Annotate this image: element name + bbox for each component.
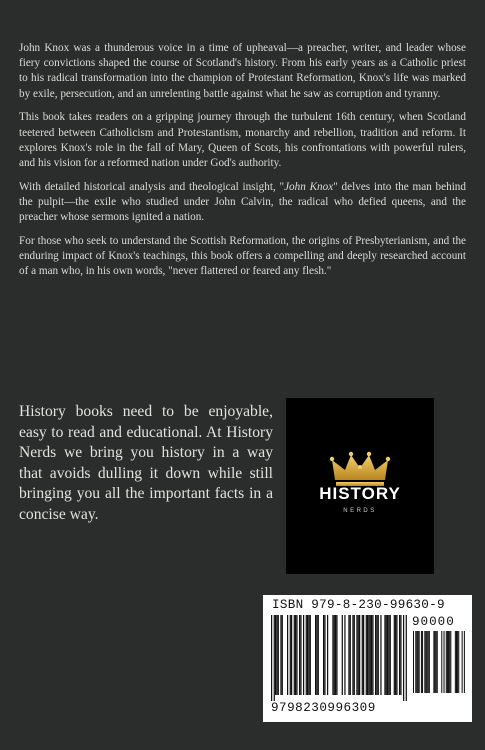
barcode-bar <box>421 631 422 693</box>
barcode-bar <box>275 615 276 695</box>
barcode-bar <box>441 631 442 693</box>
barcode-bar <box>436 631 437 693</box>
blurb-paragraph-4: For those who seek to understand the Scottish Reformation, the origins of Presbyterianism, and the enduring impact of Knox's teachings, this book offers a compelling and deeply researched account of a man who, in his own words, "never flattered or feared any flesh." <box>19 235 466 278</box>
blurb-p3-after: " delves into the man behind the pulpit—the exile who studied under John Calvin, the radical who defied queens, and the preacher whose sermons ignited a nation. <box>19 180 466 224</box>
addon-code: 90000 <box>412 615 455 629</box>
barcode-bar <box>457 631 458 693</box>
barcode-bar <box>316 615 317 695</box>
barcode-bar <box>278 615 279 695</box>
barcode-bar <box>303 615 304 695</box>
barcode-bar <box>434 631 435 693</box>
barcode-bar <box>416 631 417 693</box>
barcode-bar <box>344 615 345 695</box>
barcode-bar <box>428 631 429 693</box>
barcode-bar <box>378 615 379 695</box>
barcode-bar <box>396 615 397 695</box>
barcode-bar <box>282 615 283 695</box>
barcode-bar <box>422 631 423 693</box>
barcode-bar <box>287 615 288 695</box>
barcode-bar <box>427 631 428 693</box>
barcode-bar <box>386 615 387 695</box>
barcode-bar <box>400 615 401 695</box>
barcode-bar <box>323 615 324 695</box>
barcode-bar <box>307 615 308 695</box>
barcode-bar <box>300 615 301 695</box>
isbn-barcode <box>263 595 472 722</box>
barcode-bar <box>429 631 430 693</box>
barcode-bar <box>306 615 307 695</box>
barcode-bar <box>363 615 364 695</box>
barcode-bar <box>384 615 385 695</box>
barcode-bar <box>342 615 343 695</box>
barcode-bar <box>294 615 295 695</box>
barcode-bar <box>310 615 311 695</box>
barcode-bar <box>419 631 420 693</box>
barcode-bar <box>359 615 360 695</box>
addon-barcode-bars <box>413 631 465 693</box>
barcode-bar <box>388 615 389 695</box>
barcode-bar <box>394 615 395 695</box>
barcode-bar <box>274 615 275 701</box>
barcode-bar <box>350 615 351 695</box>
barcode-bar <box>447 631 448 693</box>
publisher-promo: History books need to be enjoyable, easy to read and educational. At History Nerds we bring you history in a way that avoids dulling it down while still bringing you all the important facts in a concise way. <box>19 403 273 523</box>
barcode-bar <box>462 631 463 693</box>
blurb-p3-before: With detailed historical analysis and theological insight, " <box>19 180 285 193</box>
barcode-bar <box>336 615 337 695</box>
barcode-bar <box>458 631 459 693</box>
barcode-bar <box>358 615 359 695</box>
barcode-bar <box>324 615 325 695</box>
barcode-bar <box>332 615 333 695</box>
barcode-bar <box>395 615 396 695</box>
barcode-bar <box>370 615 371 695</box>
barcode-bar <box>390 615 391 695</box>
barcode-bar <box>299 615 300 695</box>
barcode-bar <box>295 615 296 695</box>
barcode-bar <box>318 615 319 695</box>
barcode-bar <box>366 615 367 695</box>
barcode-bar <box>399 615 400 695</box>
barcode-bar <box>425 631 426 693</box>
blurb-paragraph-1: John Knox was a thunderous voice in a time of upheaval—a preacher, writer, and leader whose fiery convictions shaped the course of Scotland's history. From his early years as a Catholic priest to his radical transformation into the champion of Protestant Reformation, Knox's life was marked by exile, persecution, and an unrelenting battle against what he saw as corruption and tyranny. <box>19 42 466 100</box>
barcode-bar <box>291 615 292 695</box>
barcode-bar <box>444 631 445 693</box>
barcode-bar <box>446 631 447 693</box>
barcode-bar <box>352 615 353 695</box>
barcode-bar <box>276 615 277 695</box>
barcode-bar <box>334 615 335 695</box>
barcode-bar <box>362 615 363 695</box>
barcode-bar <box>456 631 457 693</box>
barcode-bar <box>406 615 407 701</box>
barcode-bar <box>354 615 355 695</box>
barcode-bar <box>372 615 373 695</box>
barcode-bar <box>448 631 449 693</box>
blurb-paragraph-2: This book takes readers on a gripping journey through the turbulent 16th century, when Scotland teetered between Catholicism and Protestantism, monarchy and rebellion, tradition and reform. It explores Knox's role in the fall of Mary, Queen of Scots, his confrontations with powerful rulers, and his vision for a reformed nation under God's authority. <box>19 111 466 170</box>
barcode-bar <box>280 615 281 695</box>
barcode-bar <box>315 615 316 695</box>
book-title-italic: John Knox <box>284 180 334 193</box>
barcode-bar <box>387 615 388 695</box>
back-cover-blurb <box>19 41 466 288</box>
barcode-bar <box>308 615 309 695</box>
barcode-bar <box>376 615 377 695</box>
barcode-bar <box>371 615 372 695</box>
ean-barcode-bars <box>271 615 407 701</box>
logo-wordmark: HISTORY <box>319 484 401 503</box>
barcode-bar <box>418 631 419 693</box>
barcode-bar <box>375 615 376 695</box>
blurb-paragraph-3 <box>19 180 466 226</box>
barcode-bar <box>455 631 456 693</box>
barcode-bar <box>356 615 357 695</box>
ean-digits: 9798230996309 <box>271 701 376 715</box>
barcode-bar <box>450 631 451 693</box>
publisher-logo <box>286 398 434 574</box>
barcode-bar <box>437 631 438 693</box>
barcode-bar <box>335 615 336 695</box>
barcode-bar <box>413 631 414 693</box>
barcode-bar <box>464 631 465 693</box>
logo-subtitle: NERDS <box>343 508 377 514</box>
isbn-label: ISBN 979-8-230-99630-9 <box>272 598 445 612</box>
barcode-bar <box>348 615 349 695</box>
barcode-bar <box>327 615 328 695</box>
barcode-bar <box>380 615 381 695</box>
barcode-bar <box>415 631 416 693</box>
barcode-bar <box>403 615 404 701</box>
barcode-bar <box>290 615 291 695</box>
barcode-bar <box>271 615 272 701</box>
barcode-bar <box>368 615 369 695</box>
barcode-bar <box>367 615 368 695</box>
barcode-bar <box>424 631 425 693</box>
barcode-bar <box>433 631 434 693</box>
barcode-bar <box>449 631 450 693</box>
barcode-bar <box>296 615 297 695</box>
